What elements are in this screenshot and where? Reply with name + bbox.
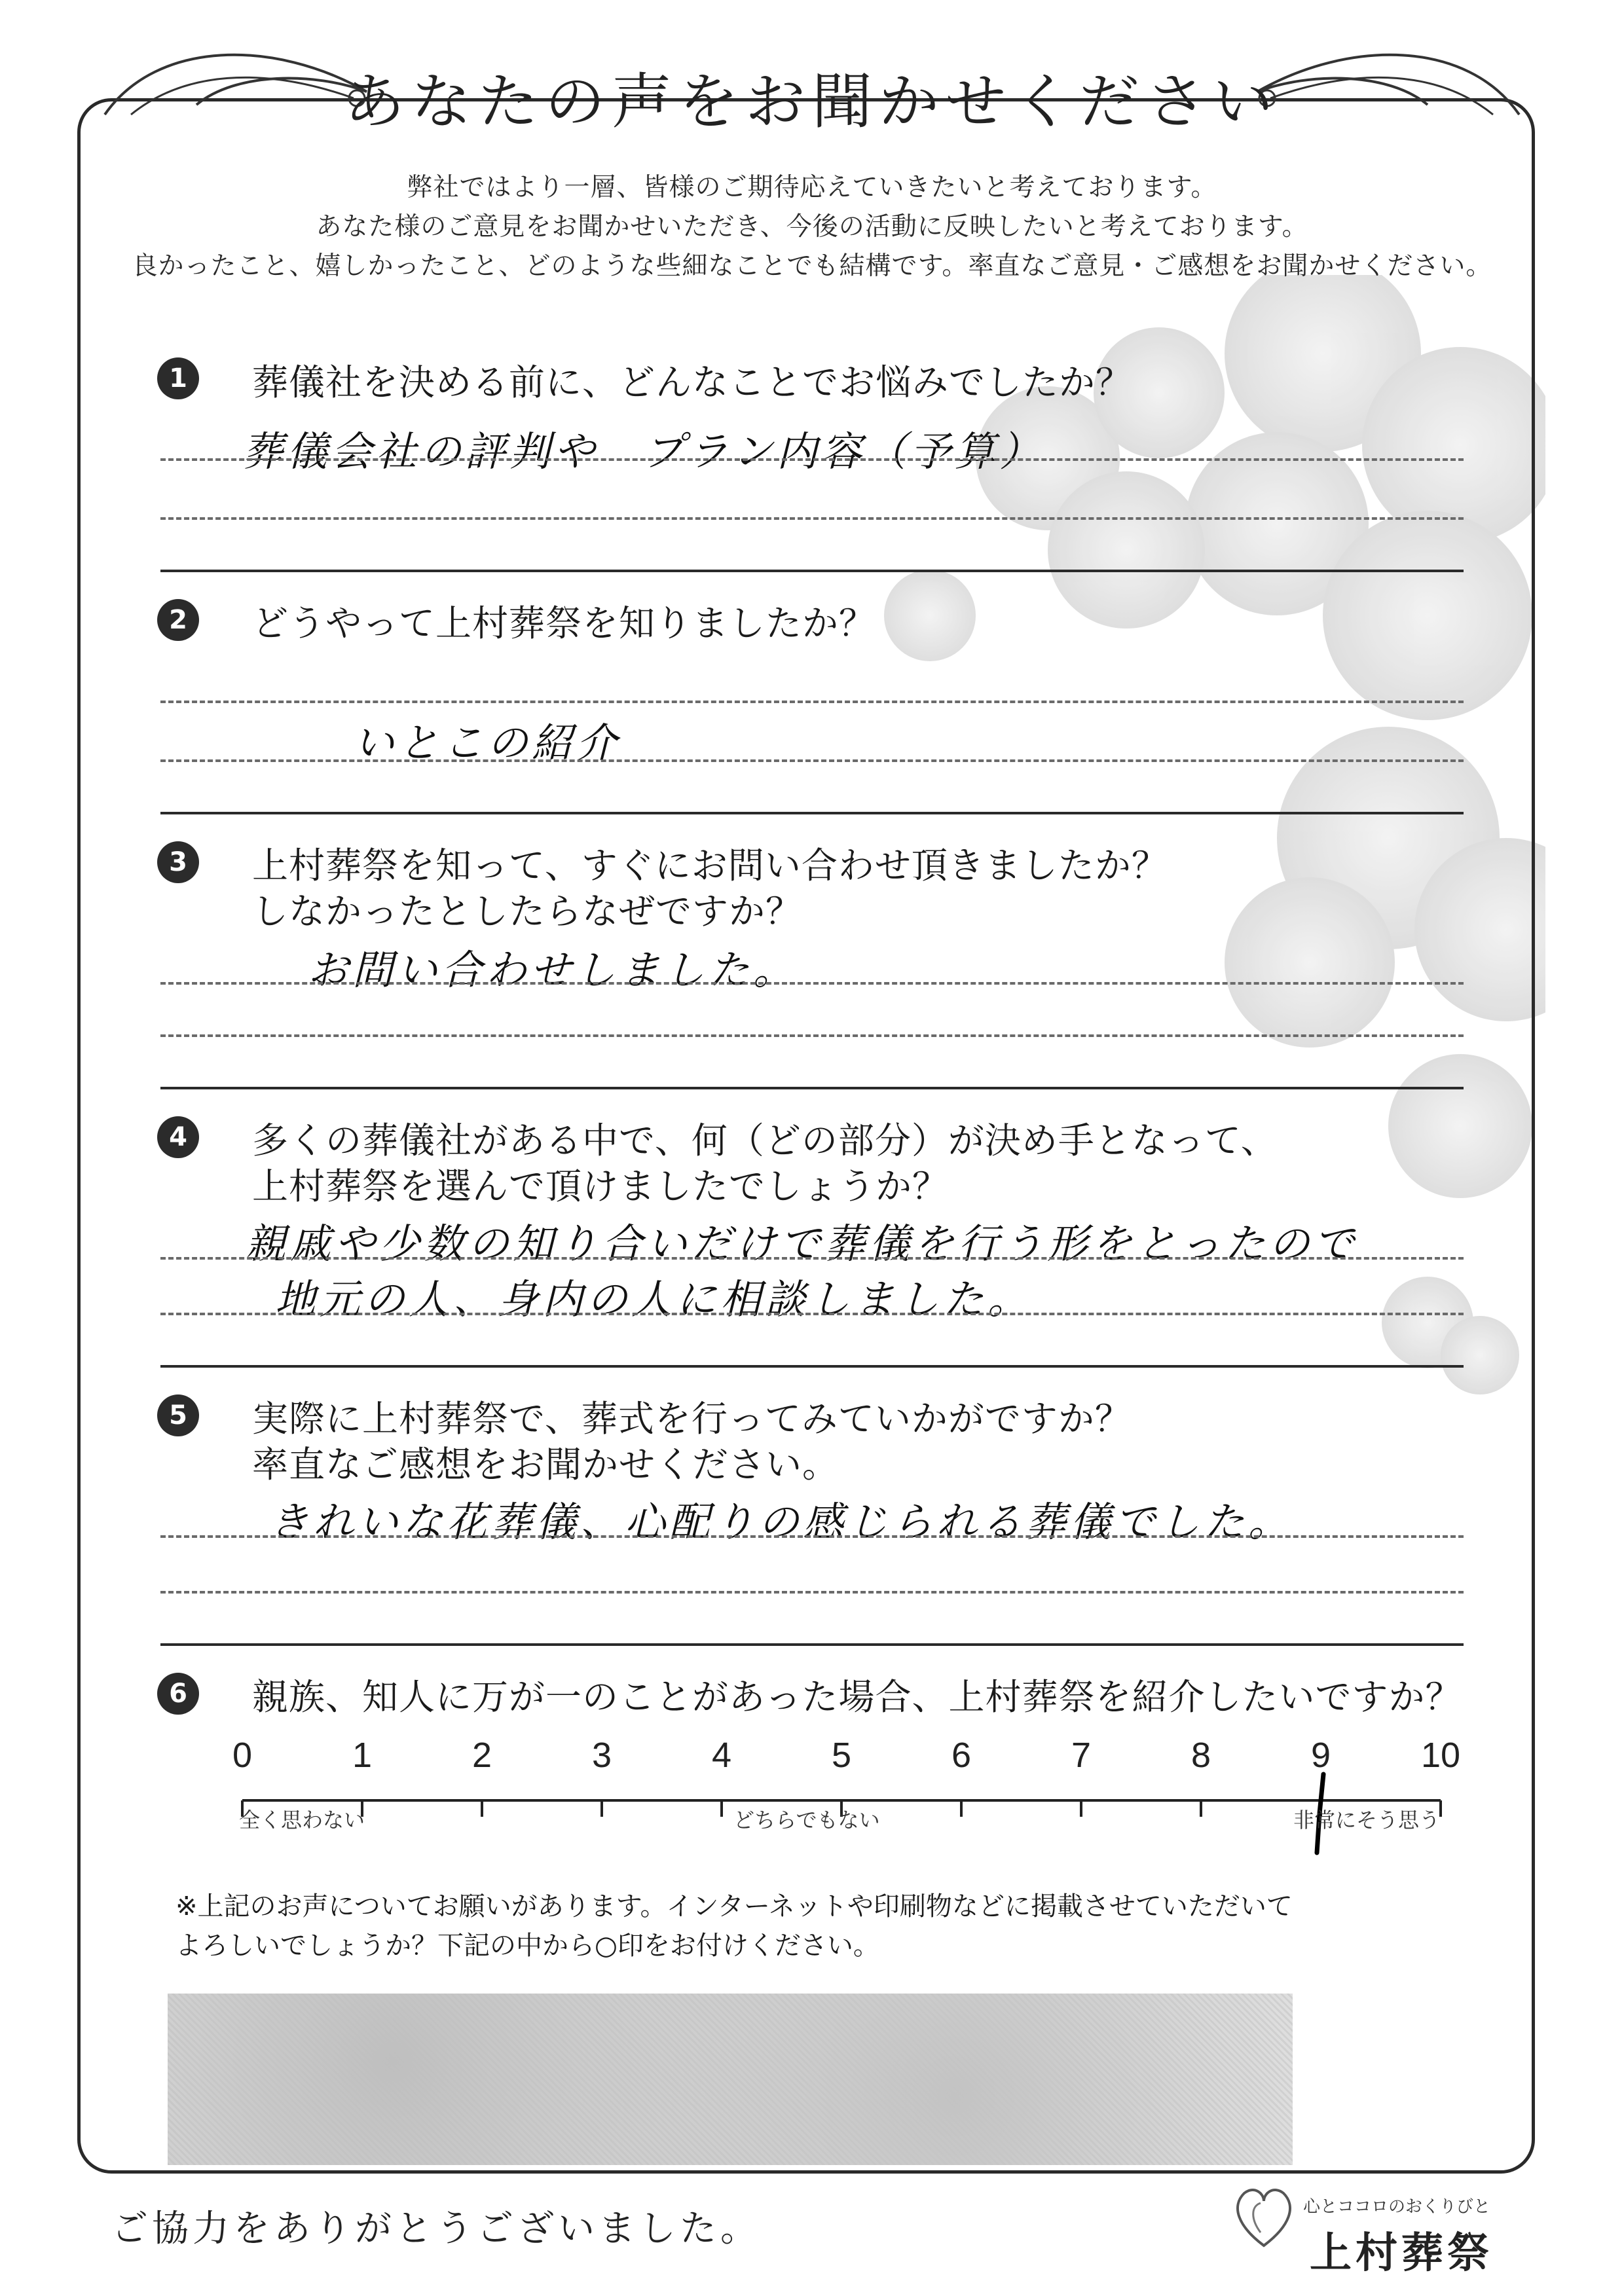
- answer-2-line-1: いとこの紹介: [354, 719, 621, 767]
- page-title: あなたの声をお聞かせください: [344, 67, 1280, 137]
- answer-line: [160, 1313, 1464, 1315]
- question-5-line-2: 率直なご感想をお聞かせください。: [252, 1444, 840, 1485]
- answer-line: [160, 517, 1464, 520]
- question-number-3: 3: [157, 841, 199, 883]
- scale-tick-label: 7: [1071, 1736, 1092, 1775]
- scale-tick-label: 6: [951, 1736, 972, 1775]
- question-number-4: 4: [157, 1116, 199, 1158]
- scale-tick-label: 10: [1420, 1736, 1461, 1775]
- answer-line: [160, 759, 1464, 762]
- answer-line: [160, 1257, 1464, 1260]
- scale-label-high: 非常にそう思う: [1293, 1808, 1441, 1832]
- question-2-text: どうやって上村葬祭を知りましたか？: [252, 602, 876, 644]
- scale-label-mid: どちらでもない: [733, 1808, 880, 1832]
- answer-1-line-1: 葬儀会社の評判や プラン内容（予算）: [242, 428, 1044, 475]
- answer-4-line-2: 地元の人、身内の人に相談しました。: [275, 1275, 1033, 1323]
- answer-line: [160, 1535, 1464, 1538]
- question-5-line-1: 実際に上村葬祭で、葬式を行ってみていかがですか？: [252, 1398, 1132, 1440]
- answer-line: [160, 458, 1464, 461]
- answer-line: [160, 1591, 1464, 1594]
- logo-name: 上村葬祭: [1310, 2229, 1493, 2278]
- answer-line: [160, 701, 1464, 703]
- question-1-text: 葬儀社を決める前に、どんなことでお悩みでしたか？: [252, 361, 1133, 403]
- answer-line: [160, 982, 1464, 985]
- question-4-line-2: 上村葬祭を選んで頂けましたでしょうか？: [252, 1165, 950, 1207]
- scale-tick-label: 4: [711, 1736, 732, 1775]
- heart-logo-icon: [1231, 2180, 1297, 2252]
- answer-4-line-1: 親戚や少数の知り合いだけで葬儀を行う形をとったので: [246, 1220, 1358, 1267]
- scale-tick-label: 5: [831, 1736, 852, 1775]
- answer-line: [160, 1034, 1464, 1037]
- section-divider: [160, 1087, 1464, 1089]
- question-number-2: 2: [157, 599, 199, 641]
- thanks-message: ご協力をありがとうございました。: [111, 2208, 761, 2250]
- question-6-text: 親族、知人に万が一のことがあった場合、上村葬祭を紹介したいですか？: [252, 1676, 1462, 1718]
- redacted-area: [168, 1994, 1293, 2165]
- section-divider: [160, 812, 1464, 814]
- scale-tick-label: 8: [1190, 1736, 1211, 1775]
- intro-line-3: 良かったこと、嬉しかったこと、どのような些細なことでも結構です。率直なご意見・ご感想をお聞かせください。: [132, 251, 1492, 281]
- scale-tick-label: 0: [232, 1736, 253, 1775]
- notice-line-1: ※上記のお声についてお願いがあります。インターネットや印刷物などに掲載させていただいて: [175, 1891, 1293, 1922]
- intro-line-1: 弊社ではより一層、皆様のご期待応えていきたいと考えております。: [407, 173, 1217, 202]
- section-divider: [160, 1365, 1464, 1368]
- answer-5-line-1: きれいな花葬儀、心配りの感じられる葬儀でした。: [268, 1498, 1293, 1546]
- question-3-line-1: 上村葬祭を知って、すぐにお問い合わせ頂きましたか？: [252, 845, 1168, 886]
- section-divider: [160, 570, 1464, 572]
- question-number-5: 5: [157, 1394, 199, 1436]
- notice-line-2: よろしいでしょうか？下記の中から○印をお付けください。: [175, 1931, 879, 1961]
- scale-label-low: 全く思わない: [239, 1808, 365, 1832]
- question-4-line-1: 多くの葬儀社がある中で、何（どの部分）が決め手となって、: [252, 1120, 1278, 1161]
- section-divider: [160, 1643, 1464, 1646]
- question-number-6: 6: [157, 1673, 199, 1715]
- answer-3-line-1: お問い合わせしました。: [308, 946, 798, 994]
- question-number-1: 1: [157, 357, 199, 399]
- intro-line-2: あなた様のご意見をお聞かせいただき、今後の活動に反映したいと考えております。: [316, 212, 1308, 242]
- scale-tick-label: 1: [352, 1736, 373, 1775]
- scale-tick-label: 2: [471, 1736, 492, 1775]
- question-3-line-2: しなかったとしたらなぜですか？: [252, 890, 803, 932]
- scale-tick-label: 3: [591, 1736, 612, 1775]
- logo-tagline: 心とココロのおくりびと: [1303, 2197, 1491, 2217]
- scale-tick-label: 9: [1310, 1736, 1331, 1775]
